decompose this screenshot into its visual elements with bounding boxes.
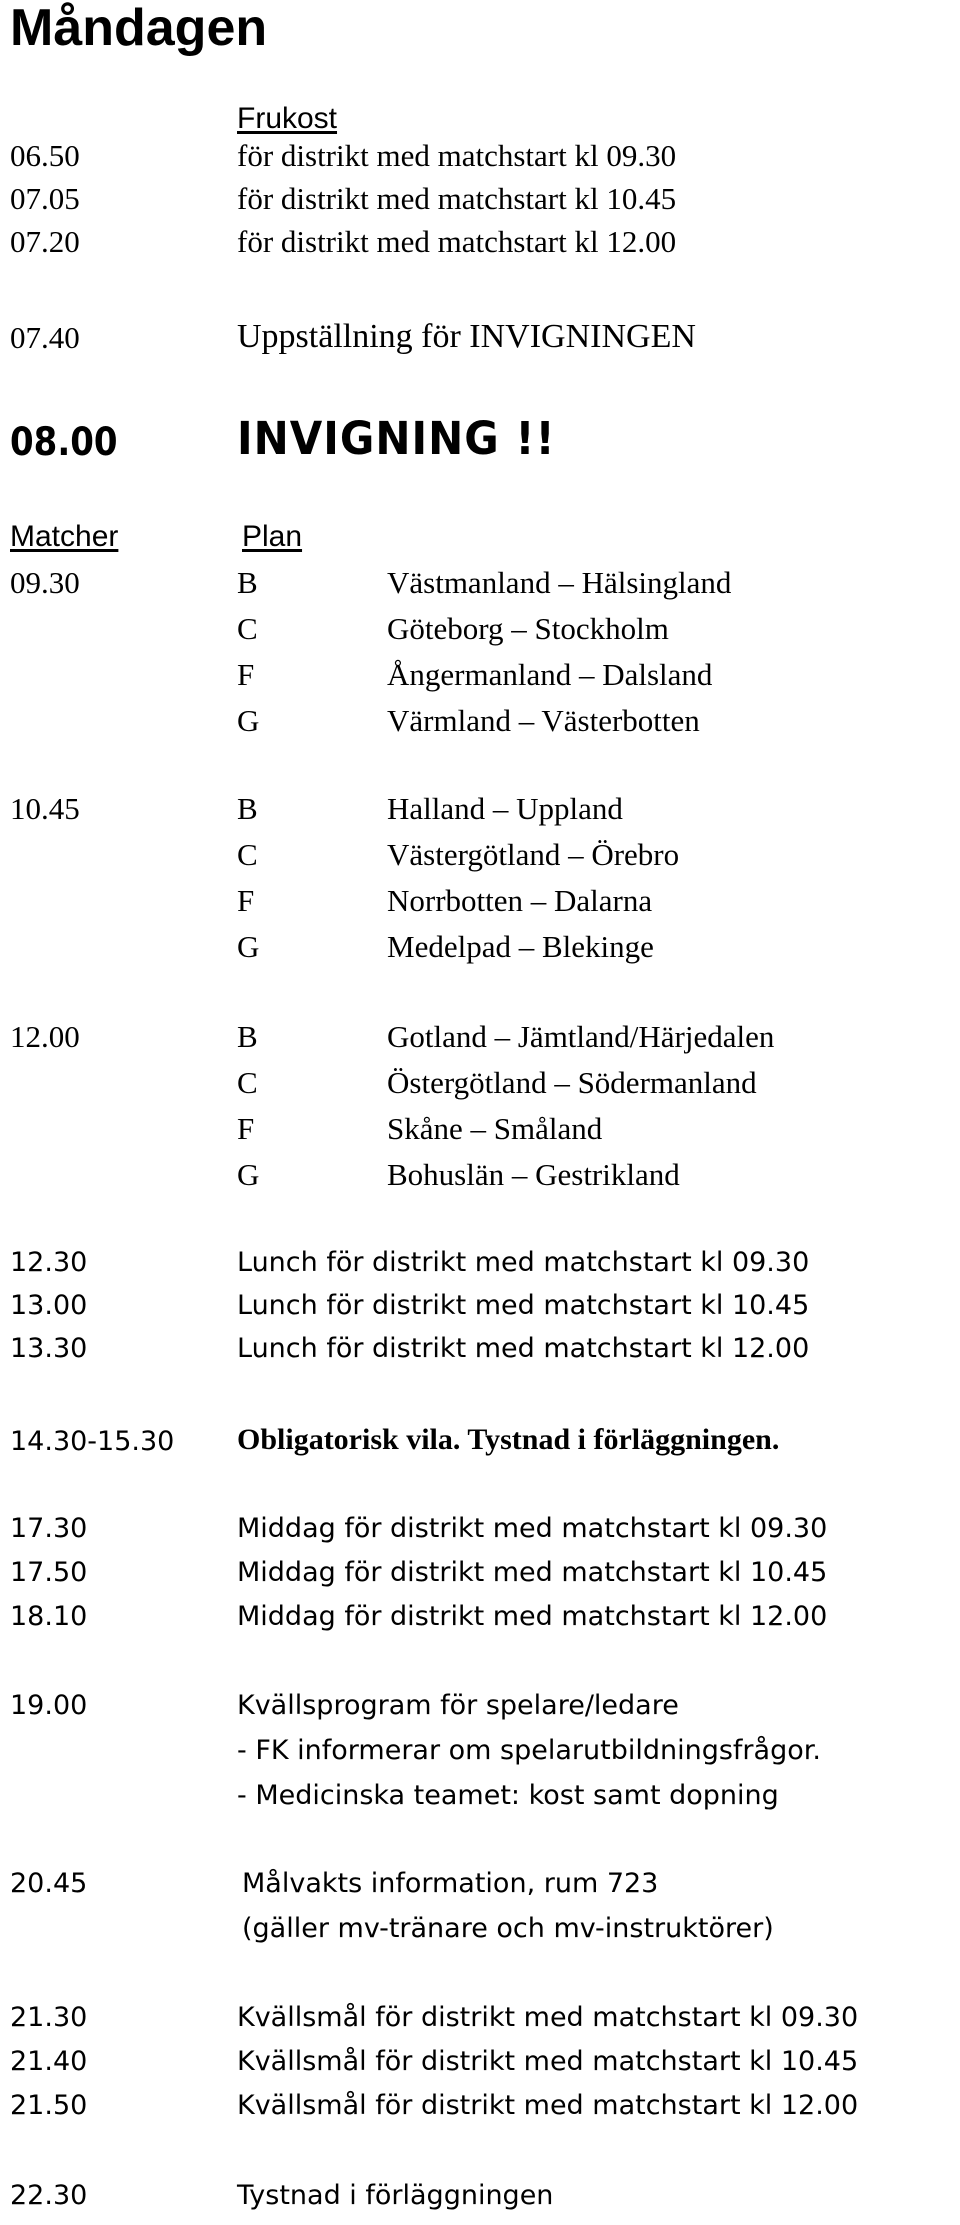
- dinner-text: Middag för distrikt med matchstart kl 10.45: [237, 1557, 828, 1588]
- field-header: Plan: [242, 520, 303, 553]
- lunch-text: Lunch för distrikt med matchstart kl 10.45: [237, 1290, 810, 1321]
- lunch-time: 13.00: [10, 1290, 88, 1321]
- dinner-text: Middag för distrikt med matchstart kl 12.00: [237, 1601, 828, 1632]
- match-teams: Västmanland – Hälsingland: [387, 565, 732, 600]
- evening-snack-time: 21.50: [10, 2090, 88, 2121]
- dinner-text: Middag för distrikt med matchstart kl 09.30: [237, 1513, 828, 1544]
- matches-header: Matcher: [10, 520, 119, 553]
- goalkeeper-info-time: 20.45: [10, 1868, 88, 1899]
- rest-time: 14.30-15.30: [10, 1426, 175, 1457]
- match-field: G: [237, 1157, 260, 1192]
- quiet-time: 22.30: [10, 2180, 88, 2211]
- evening-snack-text: Kvällsmål för distrikt med matchstart kl 09.30: [237, 2002, 859, 2033]
- match-teams: Halland – Uppland: [387, 791, 623, 826]
- lunch-text: Lunch för distrikt med matchstart kl 12.00: [237, 1333, 810, 1364]
- lineup-text: Uppställning för INVIGNINGEN: [237, 318, 696, 355]
- match-field: B: [237, 1019, 258, 1054]
- page-title: Måndagen: [10, 0, 268, 57]
- lineup-time: 07.40: [10, 320, 80, 355]
- opening-text: INVIGNING !!: [237, 411, 556, 465]
- match-teams: Bohuslän – Gestrikland: [387, 1157, 680, 1192]
- breakfast-time: 07.05: [10, 181, 80, 216]
- match-teams: Gotland – Jämtland/Härjedalen: [387, 1019, 775, 1054]
- breakfast-text: för distrikt med matchstart kl 10.45: [237, 181, 677, 216]
- goalkeeper-info-line: Målvakts information, rum 723: [242, 1868, 659, 1899]
- quiet-text: Tystnad i förläggningen: [237, 2180, 554, 2211]
- match-field: C: [237, 837, 258, 872]
- opening-time: 08.00: [10, 419, 118, 466]
- rest-text: Obligatorisk vila. Tystnad i förläggningen.: [237, 1423, 780, 1456]
- evening-program-line: Kvällsprogram för spelare/ledare: [237, 1690, 679, 1721]
- breakfast-text: för distrikt med matchstart kl 12.00: [237, 224, 677, 259]
- breakfast-label: Frukost: [237, 102, 338, 135]
- match-field: B: [237, 565, 258, 600]
- breakfast-time: 06.50: [10, 138, 80, 173]
- match-teams: Östergötland – Södermanland: [387, 1065, 757, 1100]
- match-teams: Värmland – Västerbotten: [387, 703, 700, 738]
- dinner-time: 18.10: [10, 1601, 88, 1632]
- match-field: F: [237, 657, 255, 692]
- match-teams: Norrbotten – Dalarna: [387, 883, 653, 918]
- evening-snack-text: Kvällsmål för distrikt med matchstart kl 12.00: [237, 2090, 859, 2121]
- breakfast-time: 07.20: [10, 224, 80, 259]
- match-time: 12.00: [10, 1019, 80, 1054]
- breakfast-text: för distrikt med matchstart kl 09.30: [237, 138, 677, 173]
- match-time: 09.30: [10, 565, 80, 600]
- lunch-time: 12.30: [10, 1247, 88, 1278]
- match-field: C: [237, 1065, 258, 1100]
- lunch-text: Lunch för distrikt med matchstart kl 09.30: [237, 1247, 810, 1278]
- evening-snack-time: 21.30: [10, 2002, 88, 2033]
- match-teams: Västergötland – Örebro: [387, 837, 680, 872]
- match-teams: Ångermanland – Dalsland: [387, 657, 713, 692]
- goalkeeper-info-line: (gäller mv-tränare och mv-instruktörer): [242, 1913, 774, 1944]
- match-field: B: [237, 791, 258, 826]
- match-field: G: [237, 703, 260, 738]
- evening-program-time: 19.00: [10, 1690, 88, 1721]
- match-field: G: [237, 929, 260, 964]
- lunch-time: 13.30: [10, 1333, 88, 1364]
- evening-program-line: - FK informerar om spelarutbildningsfrågor.: [237, 1735, 821, 1766]
- match-teams: Medelpad – Blekinge: [387, 929, 654, 964]
- match-field: F: [237, 1111, 255, 1146]
- evening-snack-time: 21.40: [10, 2046, 88, 2077]
- match-teams: Skåne – Småland: [387, 1111, 603, 1146]
- evening-snack-text: Kvällsmål för distrikt med matchstart kl 10.45: [237, 2046, 859, 2077]
- match-field: C: [237, 611, 258, 646]
- dinner-time: 17.30: [10, 1513, 88, 1544]
- evening-program-line: - Medicinska teamet: kost samt dopning: [237, 1780, 779, 1811]
- match-time: 10.45: [10, 791, 80, 826]
- match-field: F: [237, 883, 255, 918]
- dinner-time: 17.50: [10, 1557, 88, 1588]
- match-teams: Göteborg – Stockholm: [387, 611, 669, 646]
